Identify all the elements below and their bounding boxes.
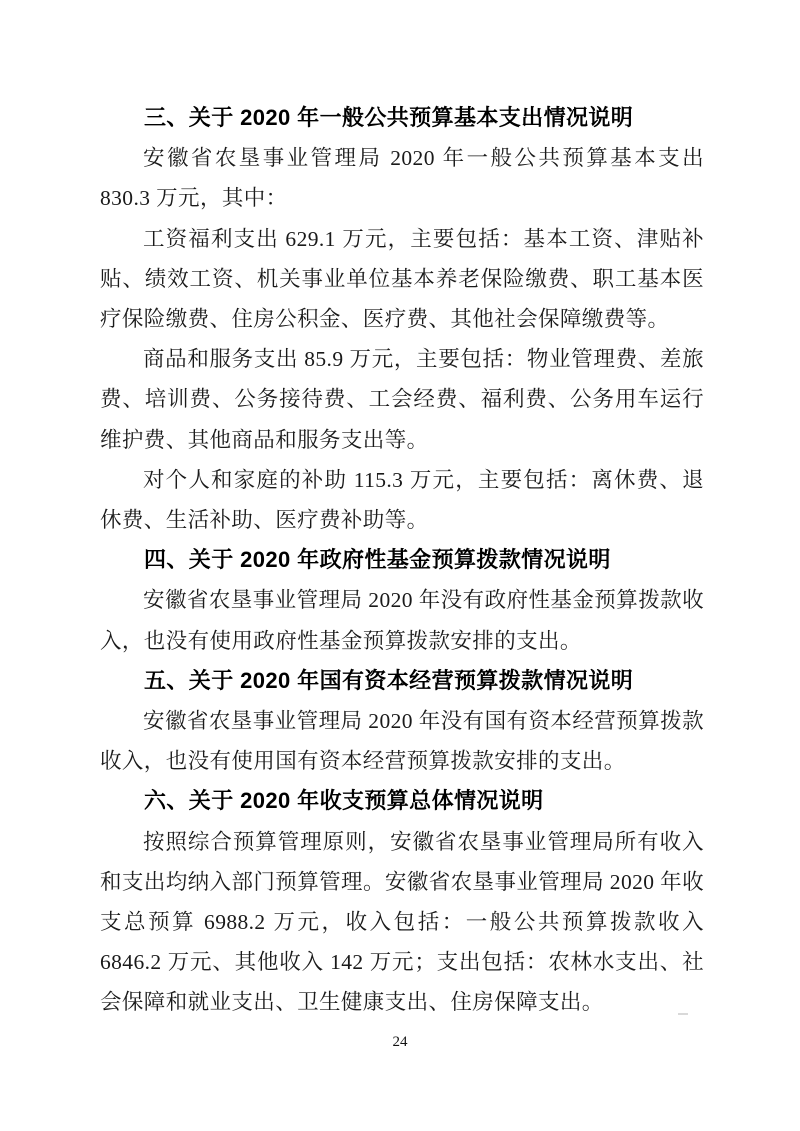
body-paragraph: 商品和服务支出 85.9 万元，主要包括：物业管理费、差旅费、培训费、公务接待费、工会经费、福利费、公务用车运行维护费、其他商品和服务支出等。 [100, 347, 704, 452]
scan-artifact [678, 1013, 688, 1015]
body-paragraph: 安徽省农垦事业管理局 2020 年一般公共预算基本支出 830.3 万元，其中： [100, 146, 704, 211]
section-heading: 五、关于 2020 年国有资本经营预算拨款情况说明 [144, 667, 634, 693]
body-paragraph: 安徽省农垦事业管理局 2020 年没有国有资本经营预算拨款收入，也没有使用国有资本经营预算拨款安排的支出。 [100, 709, 704, 774]
body-paragraph: 对个人和家庭的补助 115.3 万元，主要包括：离休费、退休费、生活补助、医疗费补助等。 [100, 467, 704, 533]
body-paragraph: 安徽省农垦事业管理局 2020 年没有政府性基金预算拨款收入，也没有使用政府性基金预算拨款安排的支出。 [100, 588, 704, 653]
page-number: 24 [392, 1034, 408, 1050]
page-footer [0, 1032, 800, 1052]
body-paragraph: 工资福利支出 629.1 万元，主要包括：基本工资、津贴补贴、绩效工资、机关事业单位基本养老保险缴费、职工基本医疗保险缴费、住房公积金、医疗费、其他社会保障缴费等。 [100, 226, 704, 332]
body-paragraph: 按照综合预算管理原则，安徽省农垦事业管理局所有收入和支出均纳入部门预算管理。安徽省农垦事业管理局 2020 年收支总预算 6988.2 万元，收入包括：一般公共预算拨款收入 6846.2 万元、其他收入 142 万元；支出包括：农林水支出、社会保障和就业支出、卫生健康支出、住房保障支出。 [100, 829, 704, 1015]
section-heading: 四、关于 2020 年政府性基金预算拨款情况说明 [144, 547, 611, 573]
document-body [100, 98, 704, 1023]
section-heading: 三、关于 2020 年一般公共预算基本支出情况说明 [144, 105, 634, 130]
section-heading: 六、关于 2020 年收支预算总体情况说明 [144, 788, 544, 814]
